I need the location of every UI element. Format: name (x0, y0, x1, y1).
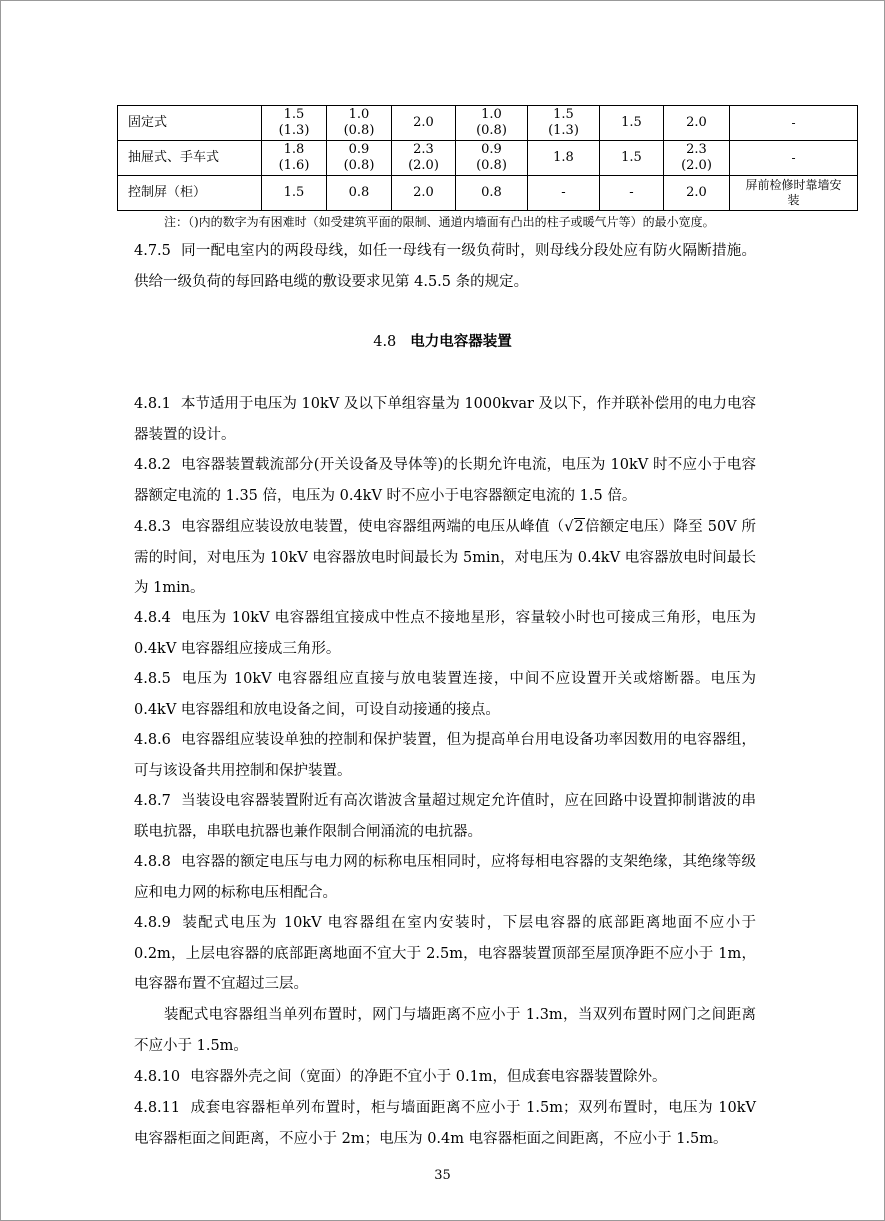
clause-number: 4.8.7 (134, 793, 171, 809)
clearance-table (117, 105, 858, 211)
clause-text: 电压为 10kV 电容器组应直接与放电装置连接，中间不应设置开关或熔断器。电压为 0.4kV 电容器组和放电设备之间，可设自动接通的接点。 (134, 671, 756, 718)
clause-text-b: 倍额定电压）降至 50V 所需的时间，对电压为 10kV 电容器放电时间最长为 5min，对电压为 0.4kV 电容器放电时间最长为 1min。 (134, 519, 757, 596)
cell-line: (0.8) (476, 158, 507, 173)
cell-line: 2.0 (686, 185, 707, 200)
table-row (118, 106, 858, 141)
table-cell (600, 176, 664, 211)
clause-number: 4.8.5 (134, 671, 171, 687)
cell-line: - (629, 185, 634, 200)
clause-number: 4.8.2 (134, 457, 171, 473)
clause-text-a: 电容器组应装设放电装置，使电容器组两端的电压从峰值（ (180, 519, 565, 535)
table-cell (528, 141, 600, 176)
cell-line: - (561, 185, 566, 200)
clause-number: 4.7.5 (134, 243, 171, 259)
cell-line: 2.0 (686, 115, 707, 130)
cell-line: (2.0) (408, 158, 439, 173)
table-cell (664, 106, 730, 141)
clause-4-8-6 (134, 725, 756, 786)
cell-line: 1.5 (621, 150, 642, 165)
clause-4-8-8 (134, 847, 756, 908)
cell-line: - (791, 150, 796, 165)
clause-text: 当装设电容器装置附近有高次谐波含量超过规定允许值时，应在回路中设置抑制谐波的串联电抗器，串联电抗器也兼作限制合闸涌流的电抗器。 (134, 793, 756, 840)
cell-line: 0.8 (481, 185, 502, 200)
clause-4-8-5 (134, 664, 756, 725)
table-cell (600, 141, 664, 176)
clause-number: 4.8.6 (134, 732, 171, 748)
clause-text: 电容器装置载流部分(开关设备及导体等)的长期允许电流，电压为 10kV 时不应小于电容器额定电流的 1.35 倍，电压为 0.4kV 时不应小于电容器额定电流的 1.5 倍。 (134, 457, 756, 504)
section-title (0, 330, 885, 351)
cell-line: - (791, 115, 796, 130)
table-cell (664, 141, 730, 176)
table-cell (456, 106, 528, 141)
clause-4-8-3 (134, 511, 756, 604)
table-row (118, 176, 858, 211)
table-cell (730, 106, 858, 141)
cell-line: 屏前检修时靠墙安 (745, 178, 842, 192)
clause-text: 同一配电室内的两段母线，如任一母线有一级负荷时，则母线分段处应有防火隔断措施。供给一级负荷的每回路电缆的敷设要求见第 4.5.5 条的规定。 (134, 243, 756, 290)
clause-number: 4.8.8 (134, 854, 171, 870)
cell-line: (1.3) (278, 123, 310, 138)
clause-4-8-9 (134, 908, 756, 1000)
table-cell (327, 141, 392, 176)
sqrt-two-symbol (564, 511, 584, 543)
cell-line: 1.0 (348, 107, 370, 122)
cell-line: (0.8) (476, 123, 507, 138)
clause-4-8-11 (134, 1093, 756, 1154)
page-number: 35 (434, 1168, 451, 1183)
cell-line: 0.9 (481, 142, 502, 157)
clause-number: 4.8.11 (134, 1100, 181, 1116)
cell-line: 1.5 (283, 107, 305, 122)
cell-line: 控制屏（柜） (128, 185, 207, 200)
table-cell (600, 106, 664, 141)
clause-text: 本节适用于电压为 10kV 及以下单组容量为 1000kvar 及以下，作并联补偿用的电力电容器装置的设计。 (134, 396, 757, 443)
cell-line: (1.6) (278, 158, 310, 173)
cell-line: 抽屉式、手车式 (128, 150, 220, 165)
table-cell (528, 106, 600, 141)
clause-number: 4.8.4 (134, 610, 171, 626)
table-cell (664, 176, 730, 211)
section-number: 4.8 (373, 334, 397, 350)
cell-line: 固定式 (128, 115, 168, 130)
cell-line: 1.5 (621, 115, 642, 130)
clause-4-8-1 (134, 389, 756, 450)
clause-4-8-7 (134, 786, 756, 847)
table-cell (528, 176, 600, 211)
table-cell (262, 141, 327, 176)
table-note: 注：（)内的数字为有困难时（如受建筑平面的限制、通道内墙面有凸出的柱子或暖气片等）的最小宽度。 (164, 215, 715, 229)
clause-number: 4.8.3 (134, 519, 171, 535)
row-label-cell (118, 176, 262, 211)
cell-line: (0.8) (343, 123, 375, 138)
cell-line: 2.0 (413, 115, 434, 130)
table-cell (392, 141, 456, 176)
cell-line: (1.3) (548, 123, 579, 138)
cell-line: (2.0) (681, 158, 712, 173)
table-cell (392, 176, 456, 211)
clause-text: 电容器的额定电压与电力网的标称电压相同时，应将每相电容器的支架绝缘，其绝缘等级应和电力网的标称电压相配合。 (134, 854, 756, 901)
cell-line: 1.5 (283, 185, 305, 200)
cell-line: 0.9 (348, 142, 370, 157)
row-label-cell (118, 141, 262, 176)
table-cell (262, 176, 327, 211)
table-cell (730, 141, 858, 176)
table-cell (392, 106, 456, 141)
cell-line: 2.3 (686, 142, 707, 157)
cell-line: 2.3 (413, 142, 434, 157)
section-title-text: 电力电容器装置 (410, 333, 512, 350)
clause-text: 装配式电压为 10kV 电容器组在室内安装时，下层电容器的底部距离地面不应小于 0.2m，上层电容器的底部距离地面不宜大于 2.5m，电容器装置顶部至屋顶净距不应小于 1m，电容器布置不宜超过三层。 (134, 915, 756, 992)
cell-line: 2.0 (413, 185, 434, 200)
table-cell (327, 176, 392, 211)
table-cell (456, 141, 528, 176)
cell-line: 0.8 (348, 185, 370, 200)
radicand: 2 (574, 519, 584, 535)
cell-line: 1.5 (553, 107, 574, 122)
table-row (118, 141, 858, 176)
cell-line: 1.8 (553, 150, 574, 165)
clause-text: 电容器组应装设单独的控制和保护装置，但为提高单台用电设备功率因数用的电容器组，可与该设备共用控制和保护装置。 (134, 732, 756, 779)
cell-line: 装 (787, 193, 800, 207)
table-cell (327, 106, 392, 141)
table-cell (456, 176, 528, 211)
table-cell (262, 106, 327, 141)
clause-number: 4.8.10 (134, 1069, 181, 1085)
clause-text: 电容器外壳之间（宽面）的净距不宜小于 0.1m，但成套电容器装置除外。 (190, 1069, 667, 1085)
clause-number: 4.8.9 (134, 915, 171, 931)
clause-4-8-4 (134, 603, 756, 664)
clause-4-7-5 (134, 236, 756, 297)
radical-sign: √ (564, 519, 574, 535)
clause-4-8-9-continued: 装配式电容器组当单列布置时，网门与墙距离不应小于 1.3m，当双列布置时网门之间距离不应小于 1.5m。 (134, 1007, 756, 1054)
cell-line: (0.8) (343, 158, 375, 173)
clause-text: 成套电容器柜单列布置时，柜与墙面距离不应小于 1.5m；双列布置时，电压为 10kV 电容器柜面之间距离，不应小于 2m；电压为 0.4m 电容器柜面之间距离，不应小于 1.5m。 (134, 1100, 756, 1147)
clause-text: 电压为 10kV 电容器组宜接成中性点不接地星形，容量较小时也可接成三角形，电压为 0.4kV 电容器组应接成三角形。 (134, 610, 756, 657)
cell-line: 1.8 (283, 142, 305, 157)
row-label-cell (118, 106, 262, 141)
table-cell (730, 176, 858, 211)
clause-4-8-2 (134, 450, 756, 511)
clause-number: 4.8.1 (134, 396, 171, 412)
clause-4-8-10 (134, 1062, 756, 1093)
cell-line: 1.0 (481, 107, 502, 122)
